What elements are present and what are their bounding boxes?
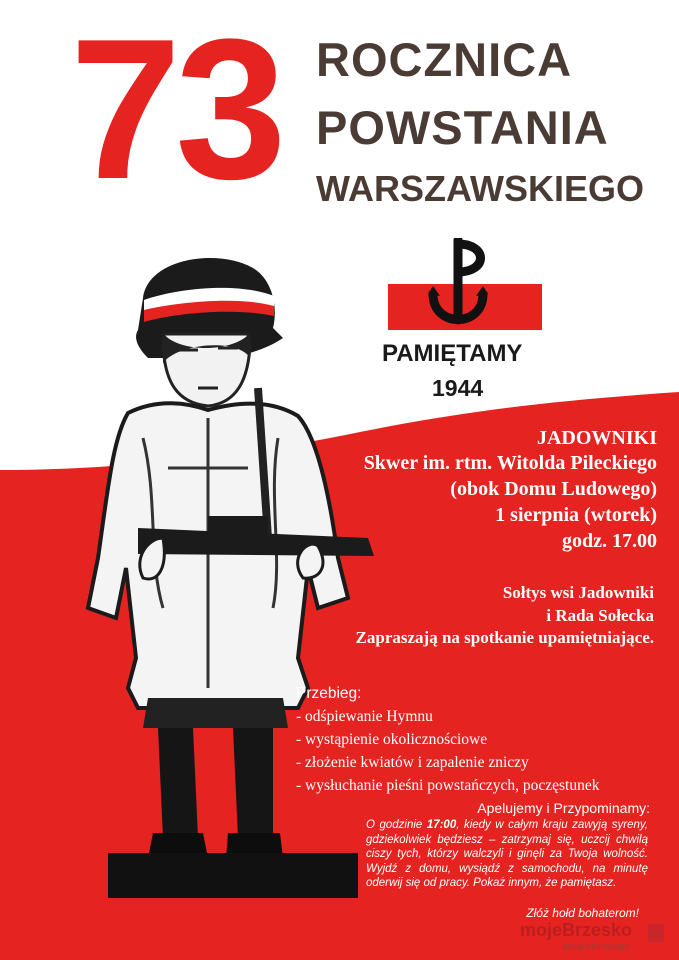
program-item: - odśpiewanie Hymnu [296, 708, 433, 725]
watermark-logo: mojeBrzesko [520, 920, 633, 940]
event-address: Skwer im. rtm. Witolda Pileckiego [363, 452, 657, 474]
program-item: - złożenie kwiatów i zapalenie zniczy [296, 754, 529, 771]
title-line-1: ROCZNICA [316, 33, 573, 86]
event-time: godz. 17.00 [562, 530, 657, 552]
program-title: Przebieg: [296, 685, 362, 702]
kotwica-emblem [388, 238, 542, 330]
little-insurgent-illustration [68, 238, 398, 898]
event-landmark: (obok Domu Ludowego) [450, 478, 657, 500]
appeal-text-start: O godzinie [366, 819, 427, 831]
appeal-title: Apelujemy i Przypominamy: [477, 800, 650, 816]
title-line-2: POWSTANIA [316, 101, 609, 154]
program-item: - wystąpienie okolicznościowe [296, 731, 488, 748]
appeal-closing: Złóż hołd bohaterom! [526, 906, 639, 920]
title-line-3: WARSZAWSKIEGO [316, 168, 645, 209]
program-item: - wysłuchanie pieśni powstańczych, poczęstunek [296, 777, 600, 794]
watermark-box [648, 924, 664, 942]
organizer-line-2: i Rada Sołecka [546, 606, 654, 625]
appeal-time: 17:00 [426, 819, 457, 831]
year-text: 1944 [432, 375, 484, 401]
anniversary-number: 73 [70, 0, 281, 221]
event-date: 1 sierpnia (wtorek) [495, 504, 657, 526]
appeal-text-rest: , kiedy w całym kraju zawyją syreny, gdziekolwiek będziesz – zatrzymaj się, uczcij chwilą ciszy tych, którzy walczyli i ginęli za Twoja wolność. Wyjdź z domu, wysiądź z samochodu, na minutę oderwij się od pracy. Pokaż innym, że pamiętasz. [366, 819, 648, 889]
organizer-invitation: Zapraszają na spotkanie upamiętniające. [355, 628, 654, 647]
watermark-tagline: portal informacyjny [563, 942, 631, 951]
event-place: JADOWNIKI [536, 427, 657, 449]
appeal-text [366, 818, 648, 891]
motto-text: PAMIĘTAMY [382, 340, 523, 367]
organizer-line-1: Sołtys wsi Jadowniki [502, 583, 654, 602]
